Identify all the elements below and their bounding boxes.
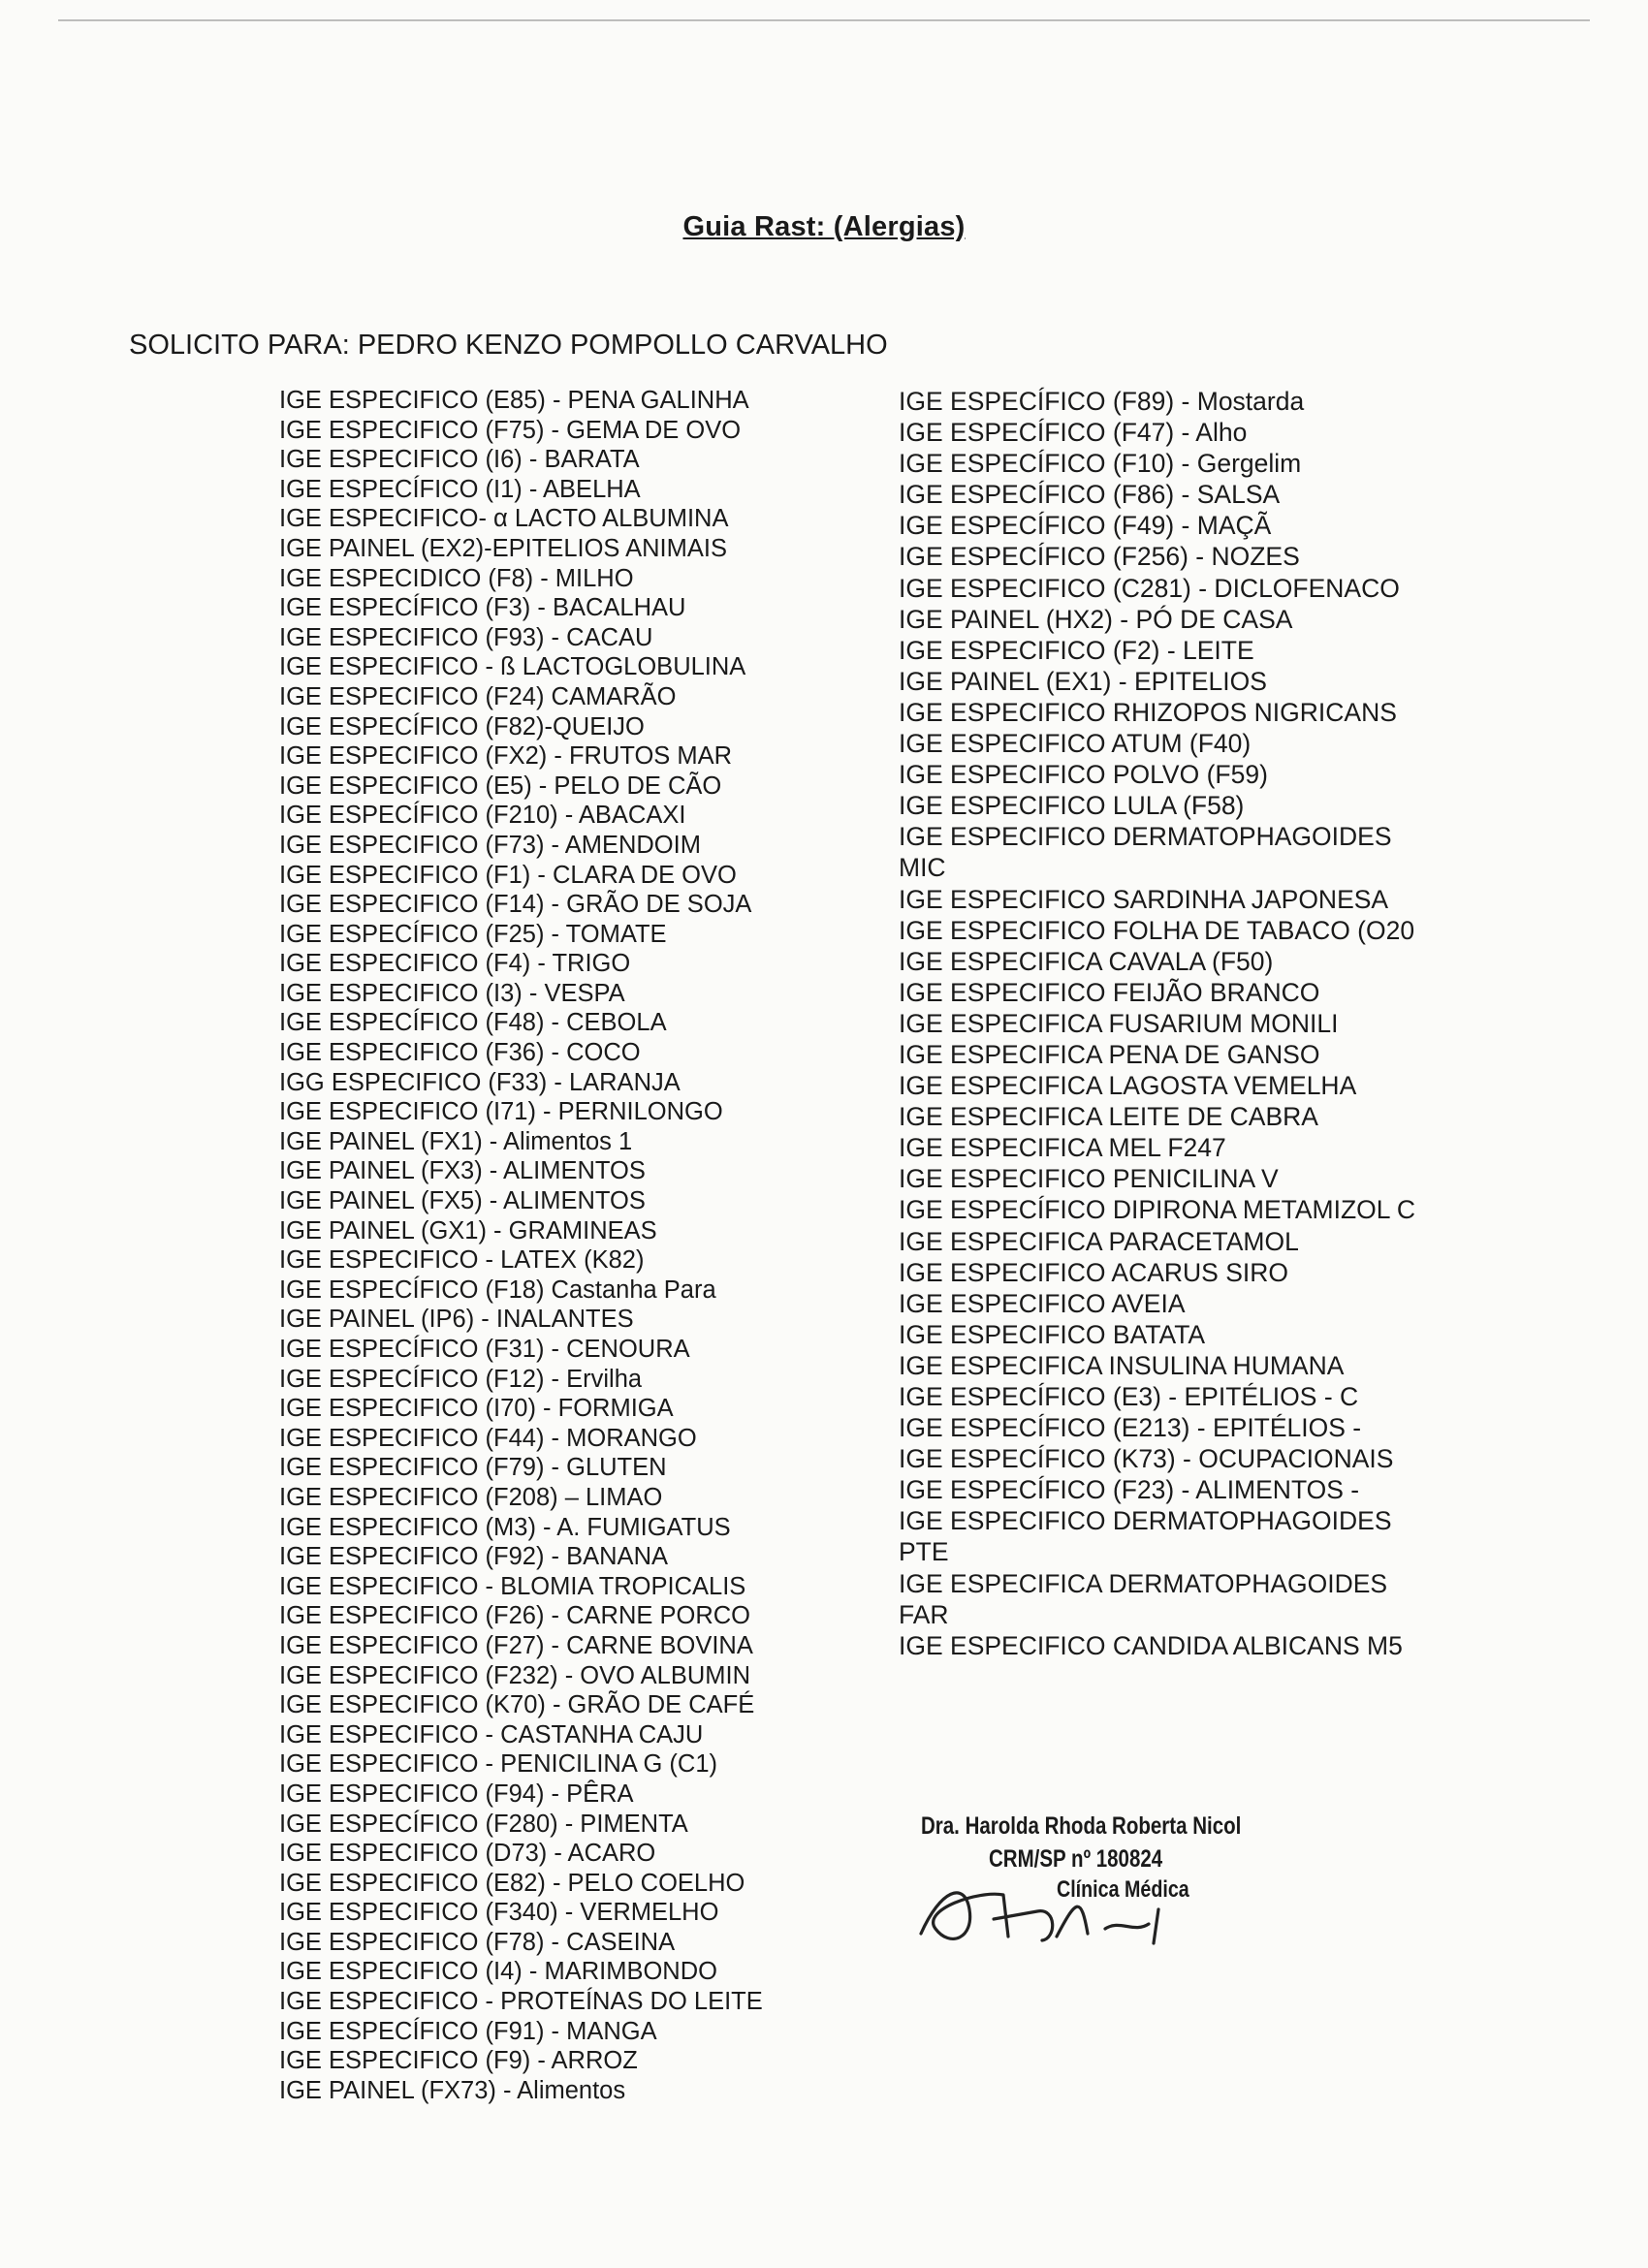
exam-left-item: IGE ESPECIFICO (E85) - PENA GALINHA [279,387,749,414]
exam-right-item: IGE ESPECIFICA DERMATOPHAGOIDES FAR [899,1568,1388,1629]
exam-left-item: IGE ESPECIFICO (F36) - COCO [279,1039,641,1067]
exam-right-item: IGE ESPECIFICA CAVALA (F50) [899,946,1274,976]
exam-right-item: IGE ESPECIFICA PARACETAMOL [899,1226,1299,1256]
exam-left-item: IGE ESPECIFICO (E5) - PELO DE CÃO [279,772,722,800]
exam-right-item: IGE ESPECIFICA MEL F247 [899,1133,1226,1163]
exam-left-item: IGE ESPECIDICO (F8) - MILHO [279,564,634,592]
exam-right-item: IGE ESPECÍFICO (E3) - EPITÉLIOS - C [899,1382,1359,1411]
exam-left-item: IGE ESPECIFICO (F27) - CARNE BOVINA [279,1631,753,1659]
exam-right-item: IGE ESPECIFICO ATUM (F40) [899,729,1252,759]
exam-right-item: IGE ESPECIFICO BATATA [899,1319,1206,1349]
exam-left-item: IGE ESPECIFICO (F92) - BANANA [279,1543,668,1571]
exam-right-item: IGE ESPECÍFICO (K73) - OCUPACIONAIS [899,1444,1394,1474]
exam-right-item: IGE ESPECIFICA PENA DE GANSO [899,1039,1320,1069]
exam-right-item: IGE ESPECIFICA FUSARIUM MONILI [899,1008,1339,1038]
exam-left-item: IGE ESPECIFICO (F232) - OVO ALBUMIN [279,1661,751,1689]
exam-right-item: IGE ESPECIFICO SARDINHA JAPONESA [899,884,1389,914]
exam-left-item: IGE ESPECIFICO (K70) - GRÃO DE CAFÉ [279,1691,755,1719]
exam-left-item: IGE ESPECÍFICO (I1) - ABELHA [279,475,641,503]
scan-top-edge-line [58,19,1590,21]
exam-right-item: IGE PAINEL (EX1) - EPITELIOS [899,666,1267,696]
exam-left-item: IGE ESPECIFICO (F73) - AMENDOIM [279,831,701,859]
doctor-name: Dra. Harolda Rhoda Roberta Nicol [921,1812,1242,1840]
exam-left-item: IGE ESPECIFICO (I70) - FORMIGA [279,1395,674,1423]
exam-left-item: IGE ESPECIFICO - PROTEÍNAS DO LEITE [279,1988,763,2016]
exam-right-item: IGE ESPECÍFICO (F89) - Mostarda [899,387,1305,416]
exam-left-item: IGE ESPECIFICO (F44) - MORANGO [279,1424,697,1452]
exam-left-item: IGE ESPECIFICO (I4) - MARIMBONDO [279,1958,717,1986]
exam-left-item: IGE ESPECÍFICO (F82)-QUEIJO [279,712,645,740]
exam-right-item: IGE ESPECÍFICO (F256) - NOZES [899,542,1300,572]
exam-right-item: IGE ESPECIFICO (F2) - LEITE [899,635,1254,665]
exam-left-item: IGE ESPECIFICO - ß LACTOGLOBULINA [279,653,746,681]
exam-left-item: IGE ESPECIFICO (FX2) - FRUTOS MAR [279,742,733,771]
exam-left-item: IGE PAINEL (IP6) - INALANTES [279,1306,634,1334]
exam-left-item: IGE ESPECIFICO (F14) - GRÃO DE SOJA [279,891,752,919]
exam-right-item: IGE ESPECIFICA LEITE DE CABRA [899,1102,1318,1132]
exam-left-item: IGE ESPECIFICO- α LACTO ALBUMINA [279,505,729,533]
exam-left-item: IGE ESPECIFICO (F4) - TRIGO [279,950,631,978]
exam-left-item: IGE ESPECIFICO (F340) - VERMELHO [279,1899,719,1927]
exam-left-item: IGE ESPECIFICO (F75) - GEMA DE OVO [279,416,742,444]
exam-left-item: IGE ESPECIFICO - CASTANHA CAJU [279,1720,704,1748]
handwritten-signature [911,1851,1202,1958]
exam-left-item: IGE ESPECÍFICO (F210) - ABACAXI [279,802,686,830]
patient-line: SOLICITO PARA: PEDRO KENZO POMPOLLO CARVALHO [129,330,888,361]
exam-list-left [279,386,822,2105]
exam-left-item: IGG ESPECIFICO (F33) - LARANJA [279,1068,681,1096]
exam-left-item: IGE ESPECIFICO (E82) - PELO COELHO [279,1869,745,1897]
exam-left-item: IGE ESPECIFICO (F93) - CACAU [279,623,653,651]
doctor-crm: CRM/SP nº 180824 [989,1845,1163,1873]
exam-right-item: IGE ESPECIFICO PENICILINA V [899,1164,1279,1194]
exam-left-item: IGE PAINEL (GX1) - GRAMINEAS [279,1216,657,1244]
exam-left-item: IGE PAINEL (FX3) - ALIMENTOS [279,1157,646,1185]
exam-left-item: IGE ESPECIFICO (F26) - CARNE PORCO [279,1602,750,1630]
exam-left-item: IGE ESPECÍFICO (F31) - CENOURA [279,1336,690,1363]
exam-right-item: IGE ESPECÍFICO (E213) - EPITÉLIOS - [899,1413,1362,1443]
exam-right-item: IGE ESPECIFICO POLVO (F59) [899,760,1268,790]
exam-right-item: IGE PAINEL (HX2) - PÓ DE CASA [899,604,1293,634]
exam-left-item: IGE PAINEL (FX5) - ALIMENTOS [279,1187,646,1215]
exam-left-item: IGE ESPECIFICO (I6) - BARATA [279,446,640,474]
exam-right-item: IGE ESPECIFICO RHIZOPOS NIGRICANS [899,697,1397,727]
exam-left-item: IGE ESPECIFICO (F94) - PÊRA [279,1780,634,1808]
exam-left-item: IGE ESPECÍFICO (F91) - MANGA [279,2017,657,2045]
exam-right-item: IGE ESPECIFICO DERMATOPHAGOIDES PTE [899,1506,1392,1567]
exam-right-item: IGE ESPECIFICA INSULINA HUMANA [899,1350,1345,1380]
exam-left-item: IGE ESPECIFICO (F79) - GLUTEN [279,1454,667,1482]
exam-left-item: IGE ESPECÍFICO (F25) - TOMATE [279,920,667,948]
exam-left-item: IGE ESPECIFICO - BLOMIA TROPICALIS [279,1572,746,1600]
doctor-stamp [911,1812,1260,1958]
exam-left-item: IGE ESPECIFICO (F78) - CASEINA [279,1928,676,1956]
exam-right-item: IGE ESPECIFICO (C281) - DICLOFENACO [899,573,1400,603]
exam-right-item: IGE ESPECÍFICO (F47) - Alho [899,418,1248,448]
exam-left-item: IGE ESPECIFICO (F1) - CLARA DE OVO [279,861,737,889]
exam-right-item: IGE ESPECÍFICO (F10) - Gergelim [899,449,1302,479]
exam-right-item: IGE ESPECIFICA LAGOSTA VEMELHA [899,1071,1357,1101]
exam-left-item: IGE ESPECIFICO (F208) – LIMAO [279,1483,663,1511]
exam-left-item: IGE ESPECÍFICO (F12) - Ervilha [279,1365,643,1393]
exam-left-item: IGE ESPECIFICO (I71) - PERNILONGO [279,1098,723,1126]
exam-left-item: IGE ESPECIFICO - LATEX (K82) [279,1246,645,1275]
exam-right-item: IGE ESPECIFICO AVEIA [899,1288,1186,1318]
exam-left-item: IGE ESPECIFICO (F24) CAMARÃO [279,682,677,710]
exam-left-item: IGE ESPECÍFICO (F18) Castanha Para [279,1276,716,1304]
exam-right-item: IGE ESPECIFICO FOLHA DE TABACO (O20 [899,915,1415,945]
exam-left-item: IGE ESPECIFICO (D73) - ACARO [279,1840,656,1868]
exam-left-item: IGE PAINEL (FX73) - Alimentos [279,2076,626,2104]
exam-left-item: IGE ESPECÍFICO (F48) - CEBOLA [279,1009,667,1037]
exam-left-item: IGE ESPECÍFICO (F280) - PIMENTA [279,1810,688,1838]
exam-left-item: IGE PAINEL (FX1) - Alimentos 1 [279,1127,633,1155]
exam-left-item: IGE ESPECIFICO (I3) - VESPA [279,979,625,1007]
exam-right-item: IGE ESPECIFICO CANDIDA ALBICANS M5 [899,1630,1403,1660]
exam-right-item: IGE ESPECIFICO FEIJÃO BRANCO [899,977,1320,1007]
exam-right-item: IGE ESPECÍFICO (F23) - ALIMENTOS - [899,1475,1360,1505]
exam-right-item: IGE ESPECIFICO DERMATOPHAGOIDES MIC [899,822,1392,883]
exam-right-item: IGE ESPECÍFICO (F86) - SALSA [899,480,1281,510]
exam-left-item: IGE ESPECIFICO - PENICILINA G (C1) [279,1750,718,1779]
exam-left-item: IGE ESPECIFICO (M3) - A. FUMIGATUS [279,1513,731,1541]
exam-left-item: IGE PAINEL (EX2)-EPITELIOS ANIMAIS [279,534,727,562]
page-title: Guia Rast: (Alergias) [682,211,966,242]
exam-left-item: IGE ESPECÍFICO (F3) - BACALHAU [279,594,686,622]
exam-right-item: IGE ESPECIFICO ACARUS SIRO [899,1257,1289,1287]
exam-list-right [899,386,1442,1661]
exam-right-item: IGE ESPECIFICO LULA (F58) [899,791,1245,821]
exam-right-item: IGE ESPECÍFICO (F49) - MAÇÃ [899,511,1272,541]
exam-left-item: IGE ESPECIFICO (F9) - ARROZ [279,2047,638,2075]
doctor-specialty: Clínica Médica [1057,1876,1189,1903]
exam-right-item: IGE ESPECÍFICO DIPIRONA METAMIZOL C [899,1195,1416,1225]
